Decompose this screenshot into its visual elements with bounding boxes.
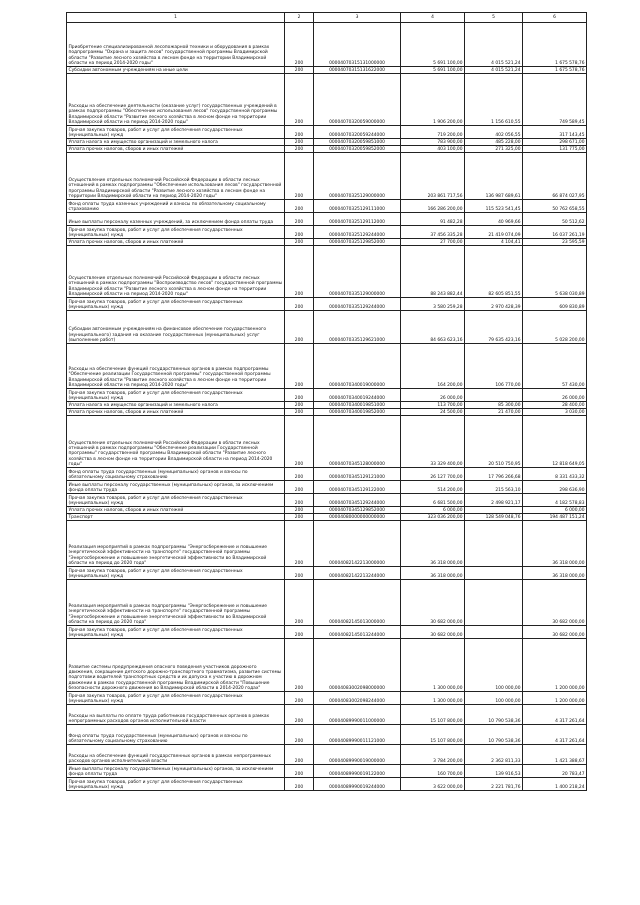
unexecuted-amount-cell: 57 430,00 [523, 344, 587, 389]
table-row [67, 494, 587, 507]
classification-code-cell: 00004070315131622000 [314, 67, 401, 74]
classification-code-cell: 00004080000000000000 [314, 514, 401, 521]
expense-name-cell: Фонд оплаты труда государственных (муниципальных) органов и взносы по обязательному социальному страхованию [67, 725, 285, 745]
unexecuted-amount-cell: 30 682 000,00 [523, 626, 587, 639]
executed-amount-cell: 4 104,41 [465, 239, 523, 246]
expense-name-cell: Реализация мероприятий в рамках подпрограммы "Энергосбережение и повышение энергетической эффективности на транспорте" государственной программы "Энергосбережение и повышение энергетической эффективности во Владимирской области на период до 2020 года" [67, 580, 285, 626]
classification-code-cell: 00004070345128000000 [314, 416, 401, 468]
unexecuted-amount-cell: 298 671,00 [523, 139, 587, 146]
expense-name-cell: Уплата налога на имущество организаций и земельного налога [67, 402, 285, 409]
unexecuted-amount-cell: 5 028 200,00 [523, 311, 587, 344]
approved-amount-cell: 6 000,00 [401, 507, 465, 514]
executed-amount-cell [465, 389, 523, 402]
line-code-cell: 200 [285, 494, 314, 507]
unexecuted-amount-cell: 1 400 218,24 [523, 778, 587, 791]
line-code-cell: 200 [285, 765, 314, 778]
table-row [67, 74, 587, 126]
column-number: 2 [285, 13, 314, 23]
table-row [67, 626, 587, 639]
classification-code-cell: 00004089990019000000 [314, 745, 401, 765]
executed-amount-cell [465, 507, 523, 514]
classification-code-cell: 00004070340019000000 [314, 344, 401, 389]
column-number-row [67, 13, 587, 23]
executed-amount-cell: 10 790 538,36 [465, 705, 523, 725]
table-row [67, 298, 587, 311]
expense-name-cell: Прочая закупка товаров, работ и услуг для обеспечения государственных (муниципальных) нужд [67, 226, 285, 239]
column-number: 1 [67, 13, 285, 23]
expense-name-cell: Уплата прочих налогов, сборов и иных платежей [67, 507, 285, 514]
classification-code-cell: 00004070320059000000 [314, 74, 401, 126]
table-row [67, 139, 587, 146]
expense-name-cell: Расходы на обеспечение функций государственных органов в рамках непрограммных расходов органов исполнительной власти [67, 745, 285, 765]
approved-amount-cell: 1 300 000,00 [401, 639, 465, 692]
line-code-cell: 200 [285, 639, 314, 692]
executed-amount-cell: 485 228,00 [465, 139, 523, 146]
classification-code-cell: 00004070325129000000 [314, 153, 401, 200]
expense-name-cell: Субсидии автономным учреждениям на финансовое обеспечение государственного (муниципального) задания на оказание государственных (муниципальных) услуг (выполнение работ) [67, 311, 285, 344]
classification-code-cell: 00004070320059852000 [314, 146, 401, 153]
expense-name-cell: Иные выплаты персоналу государственных (муниципальных) органов, за исключением фонда оплаты труда [67, 765, 285, 778]
approved-amount-cell: 91 482,28 [401, 213, 465, 226]
unexecuted-amount-cell: 1 675 578,76 [523, 67, 587, 74]
classification-code-cell: 00004070325129244000 [314, 226, 401, 239]
unexecuted-amount-cell: 194 487 151,24 [523, 514, 587, 521]
line-code-cell: 200 [285, 200, 314, 213]
approved-amount-cell: 113 700,00 [401, 402, 465, 409]
executed-amount-cell: 100 000,00 [465, 692, 523, 705]
executed-amount-cell: 4 015 521,24 [465, 23, 523, 67]
line-code-cell: 200 [285, 507, 314, 514]
line-code-cell: 200 [285, 402, 314, 409]
executed-amount-cell: 271 325,00 [465, 146, 523, 153]
approved-amount-cell: 15 107 800,00 [401, 705, 465, 725]
approved-amount-cell: 1 906 200,00 [401, 74, 465, 126]
expense-name-cell: Осуществление отдельных полномочий Российской Федерации в области лесных отношений в рамках подпрограммы "Обеспечение использования лесов" государственной программы Владимирской области "Развитие лесного хозяйства в лесном фонде на территории Владимирской области на период 2014-2020 годы" [67, 153, 285, 200]
line-code-cell: 200 [285, 246, 314, 298]
unexecuted-amount-cell: 8 331 433,32 [523, 468, 587, 481]
approved-amount-cell: 3 622 000,00 [401, 778, 465, 791]
table-row [67, 639, 587, 692]
line-code-cell: 200 [285, 311, 314, 344]
approved-amount-cell: 36 318 000,00 [401, 567, 465, 580]
approved-amount-cell: 30 682 000,00 [401, 580, 465, 626]
table-row [67, 567, 587, 580]
line-code-cell: 200 [285, 416, 314, 468]
executed-amount-cell: 20 510 750,95 [465, 416, 523, 468]
unexecuted-amount-cell: 36 318 000,00 [523, 521, 587, 567]
approved-amount-cell: 166 286 200,00 [401, 200, 465, 213]
classification-code-cell: 00004070345129122000 [314, 481, 401, 494]
expense-name-cell: Расходы на обеспечение функций государственных органов в рамках подпрограммы "Обеспечение реализации Государственной программы" государственной программы Владимирской области "Развитие лесного хозяйства в лесном фонде на территории Владимирской области на период 2014-2020 годы" [67, 344, 285, 389]
executed-amount-cell: 21 470,00 [465, 409, 523, 416]
table-row [67, 200, 587, 213]
expense-name-cell: Осуществление отдельных полномочий Российской Федерации в области лесных отношений в рамках подпрограммы "Обеспечение реализации Государственной программы" государственной программы Владимирской области "Развитие лесного хозяйства в лесном фонде на территории Владимирской области на период 2014-2020 годы" [67, 416, 285, 468]
classification-code-cell: 00004089990011121000 [314, 725, 401, 745]
expense-name-cell: Уплата прочих налогов, сборов и иных платежей [67, 239, 285, 246]
approved-amount-cell: 26 000,00 [401, 389, 465, 402]
classification-code-cell: 00004070320059244000 [314, 126, 401, 139]
unexecuted-amount-cell: 28 400,00 [523, 402, 587, 409]
expense-name-cell: Фонд оплаты труда казенных учреждений и взносы по обязательному социальному страхованию [67, 200, 285, 213]
approved-amount-cell: 783 900,00 [401, 139, 465, 146]
line-code-cell: 200 [285, 745, 314, 765]
executed-amount-cell: 115 523 541,45 [465, 200, 523, 213]
line-code-cell: 200 [285, 213, 314, 226]
line-code-cell: 200 [285, 705, 314, 725]
table-row [67, 226, 587, 239]
executed-amount-cell: 128 549 048,76 [465, 514, 523, 521]
approved-amount-cell: 719 200,00 [401, 126, 465, 139]
unexecuted-amount-cell: 30 682 000,00 [523, 580, 587, 626]
executed-amount-cell [465, 567, 523, 580]
executed-amount-cell [465, 626, 523, 639]
table-row [67, 126, 587, 139]
unexecuted-amount-cell: 1 675 578,76 [523, 23, 587, 67]
executed-amount-cell [465, 580, 523, 626]
approved-amount-cell: 514 200,00 [401, 481, 465, 494]
table-row [67, 311, 587, 344]
classification-code-cell: 00004070345129852000 [314, 507, 401, 514]
classification-code-cell: 00004089990019122000 [314, 765, 401, 778]
executed-amount-cell: 79 635 423,16 [465, 311, 523, 344]
line-code-cell: 200 [285, 481, 314, 494]
expense-name-cell: Транспорт [67, 514, 285, 521]
line-code-cell: 200 [285, 74, 314, 126]
executed-amount-cell: 4 015 521,24 [465, 67, 523, 74]
column-number: 4 [401, 13, 465, 23]
unexecuted-amount-cell: 3 030,00 [523, 409, 587, 416]
classification-code-cell: 00004070325129111000 [314, 200, 401, 213]
line-code-cell: 200 [285, 344, 314, 389]
unexecuted-amount-cell: 23 595,59 [523, 239, 587, 246]
table-row [67, 239, 587, 246]
line-code-cell: 200 [285, 153, 314, 200]
expense-name-cell: Расходы на обеспечение деятельности (оказание услуг) государственных учреждений в рамках подпрограммы "Обеспечение использования лесов" государственной программы Владимирской области "Развитие лесного хозяйства в лесном фонде на территории Владимирской области на период 2014-2020 годы" [67, 74, 285, 126]
expense-name-cell: Субсидии автономным учреждениям на иные цели [67, 67, 285, 74]
approved-amount-cell: 6 681 500,00 [401, 494, 465, 507]
unexecuted-amount-cell: 4 182 578,83 [523, 494, 587, 507]
table-row [67, 402, 587, 409]
expense-name-cell: Прочая закупка товаров, работ и услуг для обеспечения государственных (муниципальных) нужд [67, 567, 285, 580]
table-row [67, 67, 587, 74]
unexecuted-amount-cell: 131 775,00 [523, 146, 587, 153]
expense-name-cell: Фонд оплаты труда государственных (муниципальных) органов и взносы по обязательному социальному страхованию [67, 468, 285, 481]
table-row [67, 213, 587, 226]
classification-code-cell: 00004070315131000000 [314, 23, 401, 67]
approved-amount-cell: 164 200,00 [401, 344, 465, 389]
expense-name-cell: Прочая закупка товаров, работ и услуг для обеспечения государственных (муниципальных) нужд [67, 298, 285, 311]
unexecuted-amount-cell: 16 037 261,19 [523, 226, 587, 239]
line-code-cell: 200 [285, 514, 314, 521]
classification-code-cell: 00004070325129112000 [314, 213, 401, 226]
expense-name-cell: Уплата налога на имущество организаций и земельного налога [67, 139, 285, 146]
approved-amount-cell: 5 691 100,00 [401, 23, 465, 67]
expense-name-cell: Прочая закупка товаров, работ и услуг для обеспечения государственных (муниципальных) нужд [67, 126, 285, 139]
classification-code-cell: 00004070335129000000 [314, 246, 401, 298]
table-row [67, 514, 587, 521]
line-code-cell: 200 [285, 521, 314, 567]
classification-code-cell: 00004083002098244000 [314, 692, 401, 705]
approved-amount-cell: 160 700,00 [401, 765, 465, 778]
line-code-cell: 200 [285, 226, 314, 239]
executed-amount-cell: 215 563,10 [465, 481, 523, 494]
approved-amount-cell: 84 663 623,16 [401, 311, 465, 344]
expense-name-cell: Уплата прочих налогов, сборов и иных платежей [67, 146, 285, 153]
unexecuted-amount-cell: 66 874 027,95 [523, 153, 587, 200]
executed-amount-cell: 82 605 851,55 [465, 246, 523, 298]
executed-amount-cell: 10 790 538,36 [465, 725, 523, 745]
line-code-cell: 200 [285, 146, 314, 153]
executed-amount-cell: 106 770,00 [465, 344, 523, 389]
table-row [67, 705, 587, 725]
table-row [67, 778, 587, 791]
line-code-cell: 200 [285, 626, 314, 639]
line-code-cell: 200 [285, 139, 314, 146]
classification-code-cell: 00004082142213244000 [314, 567, 401, 580]
line-code-cell: 200 [285, 692, 314, 705]
column-number: 5 [465, 13, 523, 23]
table-row [67, 389, 587, 402]
unexecuted-amount-cell: 4 317 261,64 [523, 705, 587, 725]
line-code-cell: 200 [285, 725, 314, 745]
table-row [67, 468, 587, 481]
unexecuted-amount-cell: 50 512,62 [523, 213, 587, 226]
approved-amount-cell: 88 243 882,44 [401, 246, 465, 298]
approved-amount-cell: 1 300 000,00 [401, 692, 465, 705]
approved-amount-cell: 3 784 200,00 [401, 745, 465, 765]
classification-code-cell: 00004089990019244000 [314, 778, 401, 791]
approved-amount-cell: 37 456 335,28 [401, 226, 465, 239]
table-row [67, 153, 587, 200]
classification-code-cell: 00004082142213000000 [314, 521, 401, 567]
approved-amount-cell: 33 329 400,00 [401, 416, 465, 468]
unexecuted-amount-cell: 1 200 000,00 [523, 692, 587, 705]
executed-amount-cell: 2 362 811,33 [465, 745, 523, 765]
approved-amount-cell: 36 318 000,00 [401, 521, 465, 567]
table-row [67, 507, 587, 514]
classification-code-cell: 00004070335129244000 [314, 298, 401, 311]
table-row [67, 765, 587, 778]
expense-name-cell: Приобретение специализированной лесопожарной техники и оборудования в рамках подпрограммы "Охрана и защита лесов" государственной программы Владимирской области "Развитие лесного хозяйства в лесном фонде на территории Владимирской области на период 2014-2020 годы" [67, 23, 285, 67]
classification-code-cell: 00004082145013000000 [314, 580, 401, 626]
classification-code-cell: 00004070335129621000 [314, 311, 401, 344]
executed-amount-cell: 40 969,66 [465, 213, 523, 226]
table-row [67, 146, 587, 153]
table-row [67, 692, 587, 705]
line-code-cell: 200 [285, 23, 314, 67]
executed-amount-cell: 2 221 781,76 [465, 778, 523, 791]
unexecuted-amount-cell: 26 000,00 [523, 389, 587, 402]
expense-name-cell: Развитие системы предупреждения опасного поведения участников дорожного движения, сокращение детского дорожно-транспортного травматизма, развитие системы подготовки водителей транспортных средств и их допуска к участию в дорожном движении в рамках государственной программы Владимирской области "Повышение безопасности дорожного движения во Владимирской области в 2014-2020 годах" [67, 639, 285, 692]
table-row [67, 246, 587, 298]
budget-table-body [67, 13, 587, 791]
approved-amount-cell: 24 500,00 [401, 409, 465, 416]
line-code-cell: 200 [285, 389, 314, 402]
approved-amount-cell: 203 861 717,56 [401, 153, 465, 200]
classification-code-cell: 00004070340019851000 [314, 402, 401, 409]
line-code-cell: 200 [285, 778, 314, 791]
column-number: 3 [314, 13, 401, 23]
table-row [67, 409, 587, 416]
unexecuted-amount-cell: 12 818 649,05 [523, 416, 587, 468]
executed-amount-cell: 139 916,53 [465, 765, 523, 778]
expense-name-cell: Прочая закупка товаров, работ и услуг для обеспечения государственных (муниципальных) нужд [67, 626, 285, 639]
approved-amount-cell: 5 691 100,00 [401, 67, 465, 74]
classification-code-cell: 00004089990011000000 [314, 705, 401, 725]
column-number: 6 [523, 13, 587, 23]
approved-amount-cell: 27 700,00 [401, 239, 465, 246]
executed-amount-cell: 2 498 921,17 [465, 494, 523, 507]
executed-amount-cell: 100 000,00 [465, 639, 523, 692]
executed-amount-cell: 2 970 428,39 [465, 298, 523, 311]
classification-code-cell: 00004082145013244000 [314, 626, 401, 639]
executed-amount-cell: 17 796 266,68 [465, 468, 523, 481]
table-row [67, 745, 587, 765]
line-code-cell: 200 [285, 126, 314, 139]
unexecuted-amount-cell: 298 636,90 [523, 481, 587, 494]
expense-name-cell: Прочая закупка товаров, работ и услуг для обеспечения государственных (муниципальных) нужд [67, 692, 285, 705]
unexecuted-amount-cell: 6 000,00 [523, 507, 587, 514]
approved-amount-cell: 15 107 800,00 [401, 725, 465, 745]
unexecuted-amount-cell: 1 421 388,67 [523, 745, 587, 765]
table-row [67, 580, 587, 626]
unexecuted-amount-cell: 749 589,45 [523, 74, 587, 126]
classification-code-cell: 00004083002098000000 [314, 639, 401, 692]
executed-amount-cell: 21 419 074,09 [465, 226, 523, 239]
table-row [67, 725, 587, 745]
executed-amount-cell: 85 300,00 [465, 402, 523, 409]
approved-amount-cell: 30 682 000,00 [401, 626, 465, 639]
line-code-cell: 200 [285, 567, 314, 580]
approved-amount-cell: 3 580 259,28 [401, 298, 465, 311]
approved-amount-cell: 26 127 700,00 [401, 468, 465, 481]
unexecuted-amount-cell: 5 638 030,89 [523, 246, 587, 298]
executed-amount-cell: 402 056,55 [465, 126, 523, 139]
expense-name-cell: Прочая закупка товаров, работ и услуг для обеспечения государственных (муниципальных) нужд [67, 389, 285, 402]
approved-amount-cell: 323 036 200,00 [401, 514, 465, 521]
line-code-cell: 200 [285, 67, 314, 74]
expense-name-cell: Расходы на выплаты по оплате труда работников государственных органов в рамках непрограммных расходов органов исполнительной власти [67, 705, 285, 725]
expense-name-cell: Иные выплаты персоналу казенных учреждений, за исключением фонда оплаты труда [67, 213, 285, 226]
classification-code-cell: 00004070345129244000 [314, 494, 401, 507]
unexecuted-amount-cell: 4 317 261,64 [523, 725, 587, 745]
expense-name-cell: Уплата прочих налогов, сборов и иных платежей [67, 409, 285, 416]
table-row [67, 23, 587, 67]
classification-code-cell: 00004070320059851000 [314, 139, 401, 146]
table-row [67, 521, 587, 567]
unexecuted-amount-cell: 50 762 658,55 [523, 200, 587, 213]
expense-name-cell: Иные выплаты персоналу государственных (муниципальных) органов, за исключением фонда оплаты труда [67, 481, 285, 494]
table-row [67, 344, 587, 389]
unexecuted-amount-cell: 1 200 000,00 [523, 639, 587, 692]
unexecuted-amount-cell: 609 830,89 [523, 298, 587, 311]
table-row [67, 416, 587, 468]
budget-table [66, 12, 587, 791]
line-code-cell: 200 [285, 409, 314, 416]
expense-name-cell: Реализация мероприятий в рамках подпрограммы "Энергосбережение и повышение энергетической эффективности на транспорте" государственной программы "Энергосбережение и повышение энергетической эффективности во Владимирской области на период до 2020 года" [67, 521, 285, 567]
line-code-cell: 200 [285, 468, 314, 481]
table-row [67, 481, 587, 494]
classification-code-cell: 00004070325129852000 [314, 239, 401, 246]
expense-name-cell: Прочая закупка товаров, работ и услуг для обеспечения государственных (муниципальных) нужд [67, 778, 285, 791]
unexecuted-amount-cell: 36 318 000,00 [523, 567, 587, 580]
unexecuted-amount-cell: 20 783,47 [523, 765, 587, 778]
line-code-cell: 200 [285, 239, 314, 246]
classification-code-cell: 00004070340019852000 [314, 409, 401, 416]
expense-name-cell: Прочая закупка товаров, работ и услуг для обеспечения государственных (муниципальных) нужд [67, 494, 285, 507]
executed-amount-cell: 136 987 689,61 [465, 153, 523, 200]
classification-code-cell: 00004070345129121000 [314, 468, 401, 481]
unexecuted-amount-cell: 317 143,45 [523, 126, 587, 139]
executed-amount-cell: 1 156 610,55 [465, 74, 523, 126]
line-code-cell: 200 [285, 580, 314, 626]
classification-code-cell: 00004070340019244000 [314, 389, 401, 402]
executed-amount-cell [465, 521, 523, 567]
line-code-cell: 200 [285, 298, 314, 311]
approved-amount-cell: 403 100,00 [401, 146, 465, 153]
expense-name-cell: Осуществление отдельных полномочий Российской Федерации в области лесных отношений в рамках подпрограммы "Воспроизводство лесов" государственной программы Владимирской области "Развитие лесного хозяйства в лесном фонде на территории Владимирской области на период 2014-2020 годы" [67, 246, 285, 298]
